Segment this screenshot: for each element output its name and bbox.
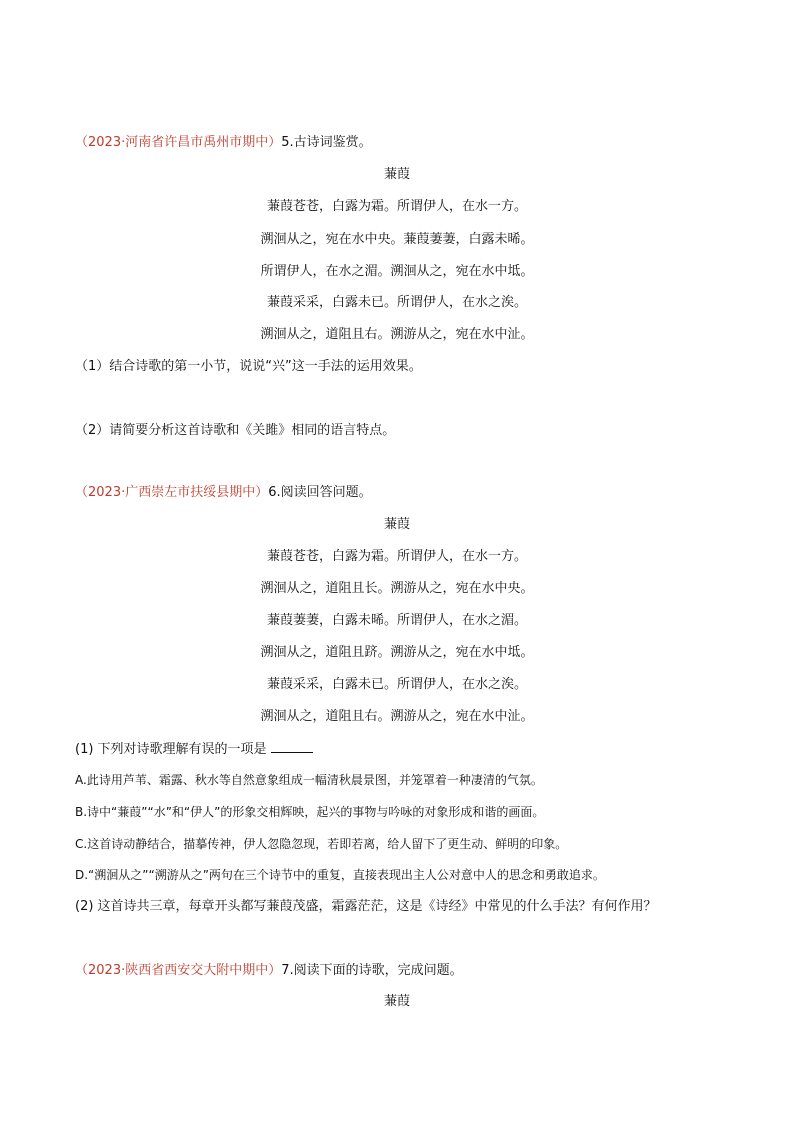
question-heading: 5.古诗词鉴赏。: [281, 135, 372, 150]
poem-title: 蒹葭: [383, 517, 410, 532]
poem-title: 蒹葭: [383, 167, 410, 182]
poem-line: 溯洄从之，宛在水中央。蒹葭萋萋，白露未晞。: [260, 232, 534, 247]
poem-line: 蒹葭采采，白露未已。所谓伊人，在水之涘。: [266, 677, 527, 692]
sub-question-text: (1) 下列对诗歌理解有误的一项是: [75, 742, 267, 757]
poem-line: 溯洄从之，道阻且右。溯游从之，宛在水中沚。: [260, 327, 534, 342]
poem-line: 溯洄从之，道阻且右。溯游从之，宛在水中沚。: [260, 709, 534, 724]
question-heading: 7.阅读下面的诗歌，完成问题。: [281, 963, 463, 978]
poem-line: 蒹葭苍苍，白露为霜。所谓伊人，在水一方。: [266, 199, 527, 214]
question-heading: 6.阅读回答问题。: [268, 485, 372, 500]
question-5-header: [75, 134, 372, 152]
sub-question: （2）请简要分析这首诗歌和《关雎》相同的语言特点。: [75, 423, 396, 438]
option-a: A.此诗用芦苇、霜露、秋水等自然意象组成一幅清秋晨景图，并笼罩着一种凄清的气氛。: [75, 773, 543, 787]
option-c: C.这首诗动静结合，描摹传神，伊人忽隐忽现，若即若离，给人留下了更生动、鲜明的印象。: [75, 837, 568, 851]
poem-line: 蒹葭萋萋，白露未晞。所谓伊人，在水之湄。: [266, 613, 527, 628]
poem-line: 蒹葭苍苍，白露为霜。所谓伊人，在水一方。: [266, 549, 527, 564]
option-d: D.“溯洄从之”“溯游从之”两句在三个诗节中的重复，直接表现出主人公对意中人的思念和勇敢追求。: [75, 868, 605, 882]
source-tag: （2023·陕西省西安交大附中期中）: [75, 963, 282, 978]
sub-question: (2) 这首诗共三章，每章开头都写蒹葭茂盛，霜露茫茫，这是《诗经》中常见的什么手法？有何作用？: [75, 899, 657, 914]
poem-title: 蒹葭: [383, 994, 410, 1009]
source-tag: （2023·广西崇左市扶绥县期中）: [75, 485, 269, 500]
sub-question: [75, 740, 313, 759]
poem-line: 蒹葭采采，白露未已。所谓伊人，在水之涘。: [266, 295, 527, 310]
sub-question: （1）结合诗歌的第一小节，说说“兴”这一手法的运用效果。: [75, 359, 422, 374]
source-tag: （2023·河南省许昌市禹州市期中）: [75, 135, 282, 150]
poem-line: 溯洄从之，道阻且跻。溯游从之，宛在水中坻。: [260, 645, 534, 660]
option-b: B.诗中“蒹葭”“水”和“伊人”的形象交相辉映，起兴的事物与吟咏的对象形成和谐的画面。: [75, 805, 545, 819]
question-6-header: [75, 484, 372, 502]
poem-line: 溯洄从之，道阻且长。溯游从之，宛在水中央。: [260, 581, 534, 596]
question-7-header: [75, 962, 463, 980]
poem-line: 所谓伊人，在水之湄。溯洄从之，宛在水中坻。: [260, 264, 534, 279]
answer-blank[interactable]: [271, 740, 313, 753]
